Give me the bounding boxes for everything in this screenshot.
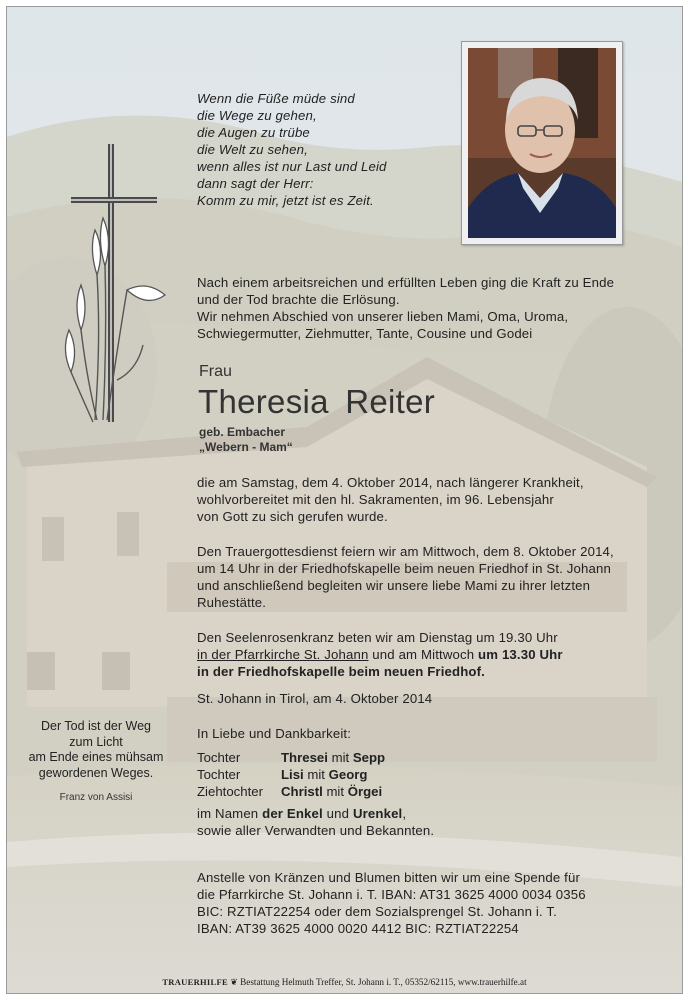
family-partner-name: Örgei [347,784,383,799]
funeral-text-line: Ruhestätte. [197,595,267,610]
funeral-text-line: um 14 Uhr in der Friedhofskapelle beim neuen Friedhof in St. Johann [197,561,611,576]
rosary-line [197,646,563,663]
family-member [281,749,385,766]
quote-line: zum Licht [69,734,123,749]
rosary-text [197,629,563,680]
intro-text [197,274,614,342]
footer [7,977,682,988]
rosary-church: in der Pfarrkirche St. Johann [197,647,369,662]
family-connector: mit [307,767,325,782]
funeral-text-line: und anschließend begleiten wir unsere liebe Mami zu ihrer letzten [197,578,591,593]
relatives-urenkel: Urenkel [352,806,403,821]
relatives-und: und [322,806,353,821]
gratitude-line: In Liebe und Dankbarkeit: [197,726,352,741]
intro-line: und der Tod brachte die Erlösung. [197,292,400,307]
dove-icon: ❦ [230,977,238,987]
donation-text [197,869,586,937]
footer-text: Bestattung Helmuth Treffer, St. Johann i. T., 05352/62115, www.trauerhilfe.at [240,977,527,987]
rosary-connector: und am Mittwoch [368,647,479,662]
donation-line: BIC: RZTIAT22254 oder dem Sozialsprengel St. Johann i. T. [197,904,557,919]
relatives-enkel: der Enkel [262,806,323,821]
funeral-text-line: Den Trauergottesdienst feiern wir am Mittwoch, dem 8. Oktober 2014, [197,544,614,559]
quote-line: gewordenen Weges. [38,765,154,780]
family-names [281,749,385,800]
family-relation: Tochter [197,750,241,765]
death-text-line: die am Samstag, dem 4. Oktober 2014, nach längerer Krankheit, [197,475,584,490]
quote-author: Franz von Assisi [59,792,133,803]
intro-line: Schwiegermutter, Ziehmutter, Tante, Cousine und Godei [197,326,533,341]
family-member-name: Thresei [281,750,328,765]
relatives-line: sowie aller Verwandten und Bekannten. [197,823,435,838]
donation-line: Anstelle von Kränzen und Blumen bitten wir um eine Spende für [197,870,581,885]
maiden-name: geb. Embacher [199,425,286,439]
donation-line: die Pfarrkirche St. Johann i. T. IBAN: AT31 3625 4000 0034 0356 [197,887,586,902]
poem [197,90,387,209]
family-relation: Ziehtochter [197,784,263,799]
poem-line: dann sagt der Herr: [197,176,314,191]
funeral-text [197,543,614,611]
last-name: Reiter [345,383,436,420]
intro-line: Wir nehmen Abschied von unserer lieben Mami, Oma, Uroma, [197,309,569,324]
family-member [281,783,385,800]
family-connector: mit [326,784,345,799]
salutation: Frau [199,363,232,380]
quote-line: Der Tod ist der Weg [40,719,151,733]
family-partner-name: Sepp [352,750,386,765]
relatives-comma: , [402,806,407,821]
relatives-text [197,805,434,839]
intro-line: Nach einem arbeitsreichen und erfüllten Leben ging die Kraft zu Ende [197,275,615,290]
first-name: Theresia [198,383,329,420]
family-connector: mit [331,750,350,765]
family-partner-name: Georg [328,767,368,782]
relatives-line [197,805,434,822]
poem-line: wenn alles ist nur Last und Leid [197,159,387,174]
family-relation: Tochter [197,767,241,782]
place-date: St. Johann in Tirol, am 4. Oktober 2014 [197,691,433,706]
family-member [281,766,385,783]
footer-brand: TRAUERHILFE [162,977,228,987]
poem-line: Komm zu mir, jetzt ist es Zeit. [197,193,374,208]
nickname: „Webern - Mam“ [199,440,293,454]
family-member-name: Lisi [281,767,304,782]
rosary-time: um 13.30 Uhr [478,647,563,662]
poem-line: die Augen zu trübe [197,125,310,140]
obituary-frame [6,6,683,994]
death-text-line: von Gott zu sich gerufen wurde. [197,509,388,524]
death-text [197,474,584,525]
relatives-pre: im Namen [197,806,263,821]
portrait-photo [461,41,623,245]
rosary-line: in der Friedhofskapelle beim neuen Friedhof. [197,664,485,679]
donation-line: IBAN: AT39 3625 4000 0020 4412 BIC: RZTIAT22254 [197,921,519,936]
portrait-image [468,48,616,238]
death-text-line: wohlvorbereitet mit den hl. Sakramenten, im 96. Lebensjahr [197,492,554,507]
poem-line: die Welt zu sehen, [197,142,308,157]
quote-line: am Ende eines mühsam [28,750,164,764]
rosary-line: Den Seelenrosenkranz beten wir am Dienstag um 19.30 Uhr [197,630,558,645]
deceased-name [198,383,435,421]
cross-with-wheat-icon [47,140,177,430]
quote [21,719,171,781]
poem-line: die Wege zu gehen, [197,108,317,123]
poem-line: Wenn die Füße müde sind [197,91,355,106]
family-relations [197,749,263,800]
family-member-name: Christl [281,784,323,799]
